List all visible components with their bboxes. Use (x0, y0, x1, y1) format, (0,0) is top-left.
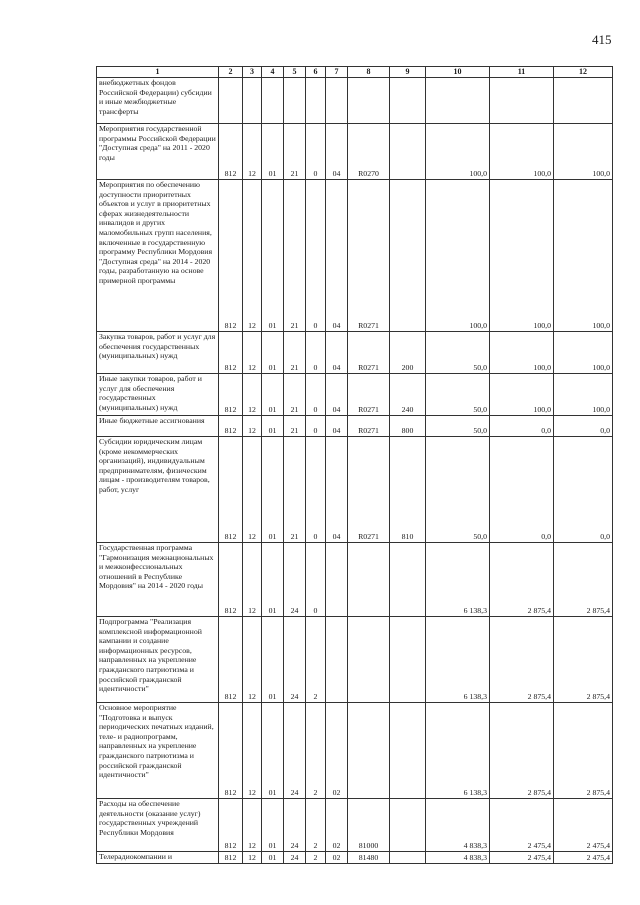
cell-c9 (390, 617, 426, 703)
table-row (97, 124, 613, 180)
row-description: Субсидии юридическим лицам (кроме некоммерческих организаций), индивидуальным предпринимателям, физическим лицам - производителям товаров, работ, услуг (97, 437, 219, 543)
cell-c2: 812 (219, 180, 243, 332)
cell-c8 (348, 78, 390, 124)
cell-c3: 12 (243, 374, 262, 416)
cell-c10: 100,0 (426, 180, 490, 332)
col-header: 2 (219, 67, 243, 78)
cell-c8: R0270 (348, 124, 390, 180)
cell-c8: R0271 (348, 374, 390, 416)
cell-c4: 01 (262, 180, 284, 332)
col-header: 10 (426, 67, 490, 78)
cell-c10: 50,0 (426, 374, 490, 416)
cell-c5: 21 (284, 437, 306, 543)
cell-c4: 01 (262, 374, 284, 416)
cell-c12: 0,0 (554, 416, 613, 437)
cell-c11 (490, 78, 554, 124)
page-number: 415 (592, 32, 612, 47)
cell-c12: 2 875,4 (554, 703, 613, 799)
cell-c12: 100,0 (554, 124, 613, 180)
cell-c6 (306, 78, 326, 124)
cell-c12 (554, 78, 613, 124)
cell-c10: 6 138,3 (426, 703, 490, 799)
cell-c9: 240 (390, 374, 426, 416)
cell-c11: 0,0 (490, 416, 554, 437)
table-row (97, 374, 613, 416)
cell-c5: 24 (284, 543, 306, 617)
cell-c3: 12 (243, 799, 262, 852)
cell-c8 (348, 703, 390, 799)
cell-c3: 12 (243, 543, 262, 617)
cell-c11: 100,0 (490, 124, 554, 180)
cell-c7: 04 (326, 124, 348, 180)
col-header: 4 (262, 67, 284, 78)
cell-c6: 2 (306, 617, 326, 703)
cell-c5: 21 (284, 374, 306, 416)
cell-c4: 01 (262, 703, 284, 799)
cell-c5: 21 (284, 332, 306, 374)
cell-c11: 100,0 (490, 374, 554, 416)
cell-c9 (390, 799, 426, 852)
cell-c11: 100,0 (490, 180, 554, 332)
cell-c10: 50,0 (426, 437, 490, 543)
cell-c7: 04 (326, 374, 348, 416)
cell-c3: 12 (243, 437, 262, 543)
cell-c10: 50,0 (426, 332, 490, 374)
row-description: Основное мероприятие "Подготовка и выпуск периодических печатных изданий, теле- и радиопрограмм, направленных на укрепление гражданского патриотизма и российской гражданской идентичности" (97, 703, 219, 799)
cell-c5: 21 (284, 416, 306, 437)
cell-c4: 01 (262, 416, 284, 437)
cell-c2: 812 (219, 852, 243, 864)
cell-c11: 100,0 (490, 332, 554, 374)
col-header: 11 (490, 67, 554, 78)
table-row (97, 617, 613, 703)
cell-c10 (426, 78, 490, 124)
cell-c7: 02 (326, 799, 348, 852)
cell-c7 (326, 78, 348, 124)
cell-c9 (390, 78, 426, 124)
col-header: 9 (390, 67, 426, 78)
cell-c2: 812 (219, 374, 243, 416)
budget-table (96, 66, 613, 864)
cell-c8 (348, 543, 390, 617)
cell-c3: 12 (243, 180, 262, 332)
cell-c6: 2 (306, 852, 326, 864)
cell-c2: 812 (219, 124, 243, 180)
cell-c2: 812 (219, 543, 243, 617)
cell-c8: R0271 (348, 416, 390, 437)
cell-c2: 812 (219, 437, 243, 543)
row-description: Мероприятия государственной программы Российской Федерации "Доступная среда" на 2011 - 2020 годы (97, 124, 219, 180)
cell-c4: 01 (262, 124, 284, 180)
cell-c6: 0 (306, 416, 326, 437)
cell-c6: 2 (306, 799, 326, 852)
cell-c12: 2 875,4 (554, 617, 613, 703)
cell-c9: 200 (390, 332, 426, 374)
cell-c3 (243, 78, 262, 124)
cell-c7 (326, 617, 348, 703)
cell-c7: 04 (326, 437, 348, 543)
cell-c11: 2 875,4 (490, 543, 554, 617)
cell-c4: 01 (262, 437, 284, 543)
cell-c8: R0271 (348, 180, 390, 332)
cell-c6: 0 (306, 180, 326, 332)
row-description: Подпрограмма "Реализация комплексной информационной кампании и создание информационных ресурсов, направленных на укрепление гражданского патриотизма и российской гражданской идентичности" (97, 617, 219, 703)
cell-c3: 12 (243, 124, 262, 180)
cell-c9: 800 (390, 416, 426, 437)
cell-c12: 100,0 (554, 374, 613, 416)
cell-c12: 2 475,4 (554, 852, 613, 864)
cell-c10: 6 138,3 (426, 617, 490, 703)
cell-c11: 2 875,4 (490, 617, 554, 703)
cell-c7 (326, 543, 348, 617)
cell-c2: 812 (219, 703, 243, 799)
cell-c11: 0,0 (490, 437, 554, 543)
row-description: Закупка товаров, работ и услуг для обеспечения государственных (муниципальных) нужд (97, 332, 219, 374)
cell-c4: 01 (262, 617, 284, 703)
cell-c7: 02 (326, 852, 348, 864)
cell-c2: 812 (219, 799, 243, 852)
row-description: Иные закупки товаров, работ и услуг для обеспечения государственных (муниципальных) нужд (97, 374, 219, 416)
cell-c11: 2 475,4 (490, 852, 554, 864)
cell-c4: 01 (262, 799, 284, 852)
cell-c12: 2 475,4 (554, 799, 613, 852)
cell-c4: 01 (262, 852, 284, 864)
cell-c12: 100,0 (554, 332, 613, 374)
cell-c5 (284, 78, 306, 124)
cell-c8: 81480 (348, 852, 390, 864)
row-description: Мероприятия по обеспечению доступности приоритетных объектов и услуг в приоритетных сферах жизнедеятельности инвалидов и других маломобильных групп населения, включенные в государственную программу Республики Мордовия "Доступная среда" на 2014 - 2020 годы, разработанную на основе примерной программы (97, 180, 219, 332)
table-row (97, 543, 613, 617)
table-row (97, 78, 613, 124)
row-description: внебюджетных фондов Российской Федерации) субсидии и иные межбюджетные трансферты (97, 78, 219, 124)
cell-c3: 12 (243, 416, 262, 437)
cell-c5: 21 (284, 124, 306, 180)
cell-c6: 0 (306, 374, 326, 416)
table-row (97, 703, 613, 799)
row-description: Расходы на обеспечение деятельности (оказание услуг) государственных учреждений Республики Мордовия (97, 799, 219, 852)
cell-c7: 04 (326, 180, 348, 332)
cell-c10: 6 138,3 (426, 543, 490, 617)
row-description: Телерадиокомпании и (97, 852, 219, 864)
cell-c3: 12 (243, 703, 262, 799)
cell-c8: R0271 (348, 437, 390, 543)
cell-c4: 01 (262, 543, 284, 617)
cell-c7: 02 (326, 703, 348, 799)
cell-c10: 4 838,3 (426, 852, 490, 864)
cell-c5: 24 (284, 703, 306, 799)
cell-c10: 100,0 (426, 124, 490, 180)
cell-c9 (390, 852, 426, 864)
cell-c10: 50,0 (426, 416, 490, 437)
cell-c7: 04 (326, 416, 348, 437)
cell-c3: 12 (243, 332, 262, 374)
cell-c6: 0 (306, 124, 326, 180)
cell-c5: 24 (284, 852, 306, 864)
cell-c9 (390, 124, 426, 180)
cell-c11: 2 875,4 (490, 703, 554, 799)
cell-c2 (219, 78, 243, 124)
table-row (97, 852, 613, 864)
cell-c5: 24 (284, 617, 306, 703)
header-row (97, 67, 613, 78)
cell-c4 (262, 78, 284, 124)
table-row (97, 416, 613, 437)
col-header: 1 (97, 67, 219, 78)
cell-c11: 2 475,4 (490, 799, 554, 852)
cell-c8 (348, 617, 390, 703)
table-row (97, 437, 613, 543)
cell-c9: 810 (390, 437, 426, 543)
cell-c5: 24 (284, 799, 306, 852)
cell-c6: 0 (306, 543, 326, 617)
col-header: 12 (554, 67, 613, 78)
row-description: Государственная программа "Гармонизация межнациональных и межконфессиональных отношений в Республике Мордовия" на 2014 - 2020 годы (97, 543, 219, 617)
cell-c5: 21 (284, 180, 306, 332)
cell-c9 (390, 703, 426, 799)
row-description: Иные бюджетные ассигнования (97, 416, 219, 437)
cell-c3: 12 (243, 852, 262, 864)
cell-c6: 2 (306, 703, 326, 799)
table-row (97, 180, 613, 332)
cell-c12: 100,0 (554, 180, 613, 332)
cell-c8: 81000 (348, 799, 390, 852)
cell-c6: 0 (306, 332, 326, 374)
cell-c2: 812 (219, 617, 243, 703)
cell-c7: 04 (326, 332, 348, 374)
cell-c8: R0271 (348, 332, 390, 374)
col-header: 3 (243, 67, 262, 78)
col-header: 5 (284, 67, 306, 78)
col-header: 8 (348, 67, 390, 78)
table-row (97, 332, 613, 374)
cell-c2: 812 (219, 416, 243, 437)
cell-c9 (390, 543, 426, 617)
cell-c12: 0,0 (554, 437, 613, 543)
cell-c12: 2 875,4 (554, 543, 613, 617)
cell-c9 (390, 180, 426, 332)
cell-c3: 12 (243, 617, 262, 703)
cell-c4: 01 (262, 332, 284, 374)
table-row (97, 799, 613, 852)
col-header: 6 (306, 67, 326, 78)
cell-c10: 4 838,3 (426, 799, 490, 852)
cell-c2: 812 (219, 332, 243, 374)
col-header: 7 (326, 67, 348, 78)
cell-c6: 0 (306, 437, 326, 543)
